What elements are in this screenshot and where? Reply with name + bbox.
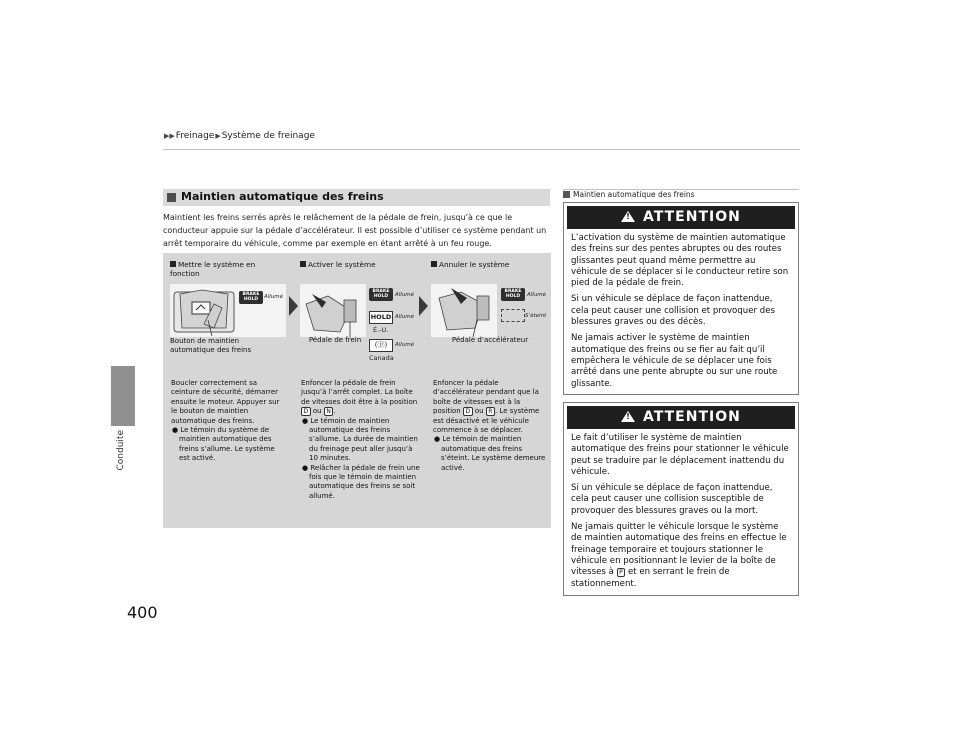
- gear-key-n: N: [324, 407, 334, 416]
- brake-hold-indicator-icon: BRAKE HOLD: [369, 288, 393, 301]
- note-square-icon: [563, 191, 570, 198]
- warning-paragraph: Si un véhicule se déplace de façon inattendue, cela peut causer une collision susceptible de provoquer des blessures graves ou la mort.: [571, 483, 773, 516]
- indicator-state-label: Allumé: [395, 292, 415, 298]
- indicator-state-label: Allumé: [527, 292, 547, 298]
- page-number: 400: [127, 603, 158, 622]
- step-2-bullet: ● Relâcher la pédale de frein une fois que le témoin de maintien automatique des freins se soit allumé.: [302, 463, 420, 500]
- warning-paragraph: Ne jamais quitter le véhicule lorsque le système de maintien automatique des freins en effectue le freinage temporaire et toujours stationner le véhicule en positionnant le levier de la boîte de vitesses à P et en serrant le frein de stationnement.: [571, 522, 787, 589]
- step-2-title: Activer le système: [300, 260, 410, 269]
- step-2-description: Enfoncer la pédale de frein jusqu’à l’arrêt complet. La boîte de vitesses doit être à la position D ou N . ● Le témoin de maintien automatique des freins s’allume. La durée de maintien du freinage peut aller jusqu’à 10 minutes. ● Relâcher la pédale de frein une fois que le témoin de maintien automatique des freins se soit allumé.: [301, 379, 420, 500]
- breadcrumb-arrow-icon: ▶: [215, 132, 221, 140]
- indicator-state-label: Allumé: [395, 314, 415, 320]
- warning-header: ! ATTENTION: [567, 406, 795, 429]
- square-bullet-icon: [170, 261, 176, 267]
- notes-heading: Maintien automatique des freins: [563, 190, 695, 199]
- region-label-us: É.-U.: [373, 326, 389, 334]
- step-3-caption: Pédale d’accélérateur: [451, 336, 529, 344]
- warning-paragraph: L’activation du système de maintien automatique des freins sur des pentes abruptes ou des routes glissantes peut quand même permettre au véhicule de se déplacer si le conducteur retire son pied de la pédale de frein.: [571, 233, 789, 289]
- header-divider: [163, 149, 800, 150]
- indicator-off-icon: [501, 309, 525, 322]
- warning-triangle-icon: !: [621, 211, 635, 222]
- brake-hold-indicator-icon: BRAKE HOLD: [239, 291, 263, 304]
- region-label-canada: Canada: [369, 354, 394, 362]
- chapter-tab: [111, 366, 135, 426]
- breadcrumb-item-braking[interactable]: Freinage: [175, 131, 215, 141]
- warning-paragraph: Ne jamais activer le système de maintien automatique des freins ou se fier au fait qu’il empêchera le véhicule de se déplacer une fois arrêté dans une pente abrupte ou sur une route glissante.: [571, 333, 778, 389]
- gear-key-d: D: [301, 407, 311, 416]
- chapter-tab-label: Conduite: [116, 430, 126, 471]
- step-3-bullet: ● Le témoin de maintien automatique des freins s’éteint. Le système demeure activé.: [434, 435, 546, 472]
- step-3-illustration: [431, 284, 497, 337]
- warning-box: [563, 202, 799, 395]
- square-bullet-icon: [300, 261, 306, 267]
- accelerator-pedal-icon: [431, 284, 497, 337]
- chevron-right-icon: [419, 296, 428, 316]
- brake-hold-button-icon: [170, 284, 286, 337]
- breadcrumb-item-brake-system[interactable]: Système de freinage: [221, 131, 315, 141]
- section-intro: Maintient les freins serrés après le relâchement de la pédale de frein, jusqu’à ce que le conducteur appuie sur la pédale d’accélérateur. Il est possible d’utiliser ce système pendant un arrêt temporaire du véhicule, comme par exemple en étant arrêté à un feu rouge.: [163, 213, 547, 248]
- warning-paragraph: Si un véhicule se déplace de façon inattendue, cela peut causer une collision et provoquer des blessures graves ou des décès.: [571, 294, 775, 328]
- step-1-bullet: ● Le témoin du système de maintien automatique des freins s’allume. Le système est activé.: [172, 426, 275, 463]
- step-2-bullet: ● Le témoin de maintien automatique des freins s’allume. La durée de maintien du freinage peut aller jusqu’à 10 minutes.: [302, 416, 418, 463]
- section-title: Maintien automatique des freins: [181, 190, 384, 203]
- warning-box: [563, 402, 799, 596]
- step-2-caption: Pédale de frein: [308, 336, 362, 344]
- indicator-state-label: Allumé: [264, 294, 284, 300]
- brake-hold-indicator-icon: BRAKE HOLD: [501, 288, 525, 301]
- step-3-title: Annuler le système: [431, 260, 541, 269]
- step-1-caption: Bouton de maintien automatique des freins: [170, 337, 252, 354]
- gear-key-p: P: [617, 568, 626, 577]
- indicator-state-label: Allumé: [395, 342, 415, 348]
- warning-header: ! ATTENTION: [567, 206, 795, 229]
- step-1-title: Mettre le système en fonction: [170, 260, 256, 278]
- warning-triangle-icon: !: [621, 411, 635, 422]
- breadcrumb: [163, 131, 315, 141]
- brake-circle-indicator-icon: (ⓟ): [369, 339, 393, 352]
- square-bullet-icon: [431, 261, 437, 267]
- breadcrumb-arrow-icon: ▶▶: [164, 132, 175, 140]
- brake-pedal-icon: [300, 284, 366, 337]
- step-1-illustration: [170, 284, 286, 337]
- gear-key-d: D: [463, 407, 473, 416]
- chevron-right-icon: [289, 296, 298, 316]
- gear-key-r: R: [486, 407, 495, 416]
- step-3-description: Enfoncer la pédale d’accélérateur pendant que la boîte de vitesses est à la position D ou R . Le système est désactivé et le véhicule commence à se déplacer. ● Le témoin de maintien automatique des freins s’éteint. Le système demeure activé.: [433, 379, 546, 472]
- warning-paragraph: Le fait d’utiliser le système de maintien automatique des freins pour stationner le véhicule peut se traduire par le déplacement inattendu du véhicule.: [571, 433, 789, 477]
- step-2-illustration: [300, 284, 366, 337]
- step-1-description: Boucler correctement sa ceinture de sécurité, démarrer ensuite le moteur. Appuyer sur le bouton de maintien automatique des freins. ● Le témoin du système de maintien automatique des freins s’allume. Le système est activé.: [171, 379, 285, 464]
- section-square-icon: [167, 193, 176, 202]
- indicator-state-label: S’éteint: [525, 313, 547, 319]
- hold-indicator-icon: HOLD: [369, 311, 393, 324]
